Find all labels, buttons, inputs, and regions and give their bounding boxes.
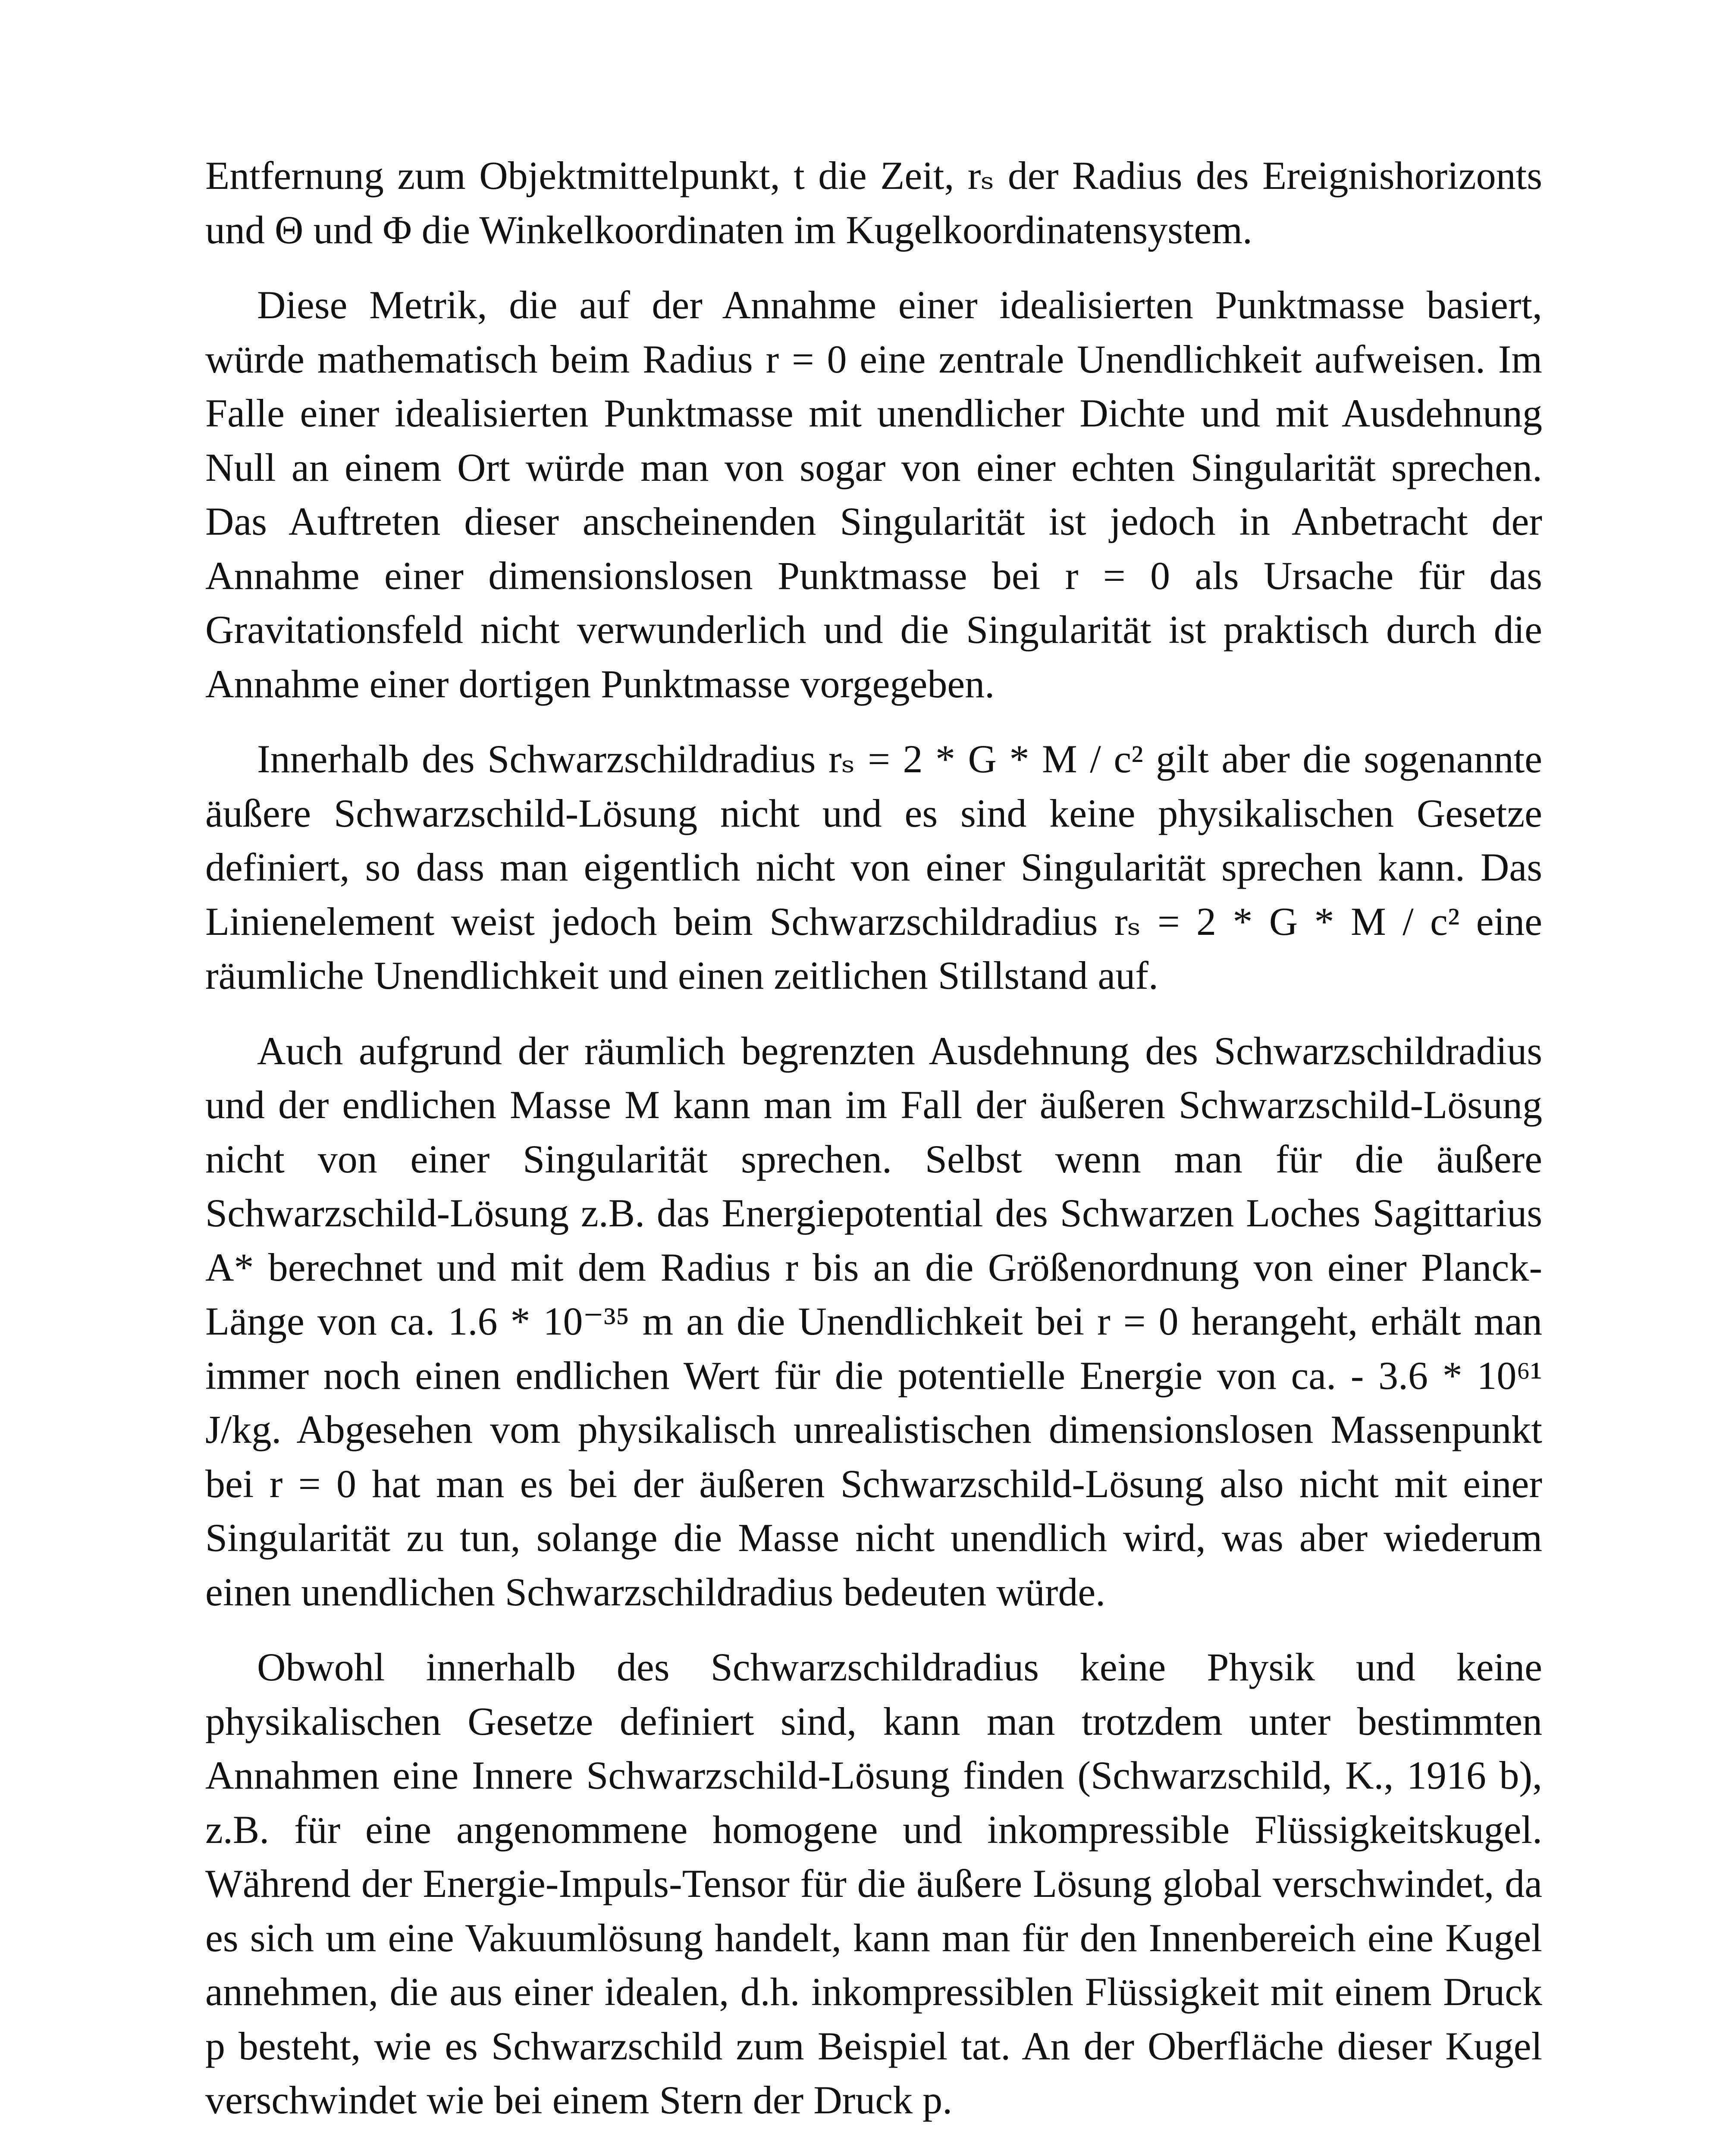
paragraph-4: Auch aufgrund der räumlich begrenzten Ausdehnung des Schwarzschildradius und der endlichen Masse M kann man im Fall der äußeren Schwarzschild-Lösung nicht von einer Singularität sprechen. Selbst wenn man für die äußere Schwarzschild-Lösung z.B. das Energiepotential des Schwarzen Loches Sagittarius A* berechnet und mit dem Radius r bis an die Größenordnung von einer Planck-Länge von ca. 1.6 * 10⁻³⁵ m an die Unendlichkeit bei r = 0 herangeht, erhält man immer noch einen endlichen Wert für die potentielle Energie von ca. - 3.6 * 10⁶¹ J/kg. Abgesehen vom physikalisch unrealistischen dimensionslosen Massenpunkt bei r = 0 hat man es bei der äußeren Schwarzschild-Lösung also nicht mit einer Singularität zu tun, solange die Masse nicht unendlich wird, was aber wiederum einen unendlichen Schwarzschildradius bedeuten würde. bbox=[205, 1028, 1542, 1614]
paragraph-2: Diese Metrik, die auf der Annahme einer idealisierten Punktmasse basiert, würde mathematisch beim Radius r = 0 eine zentrale Unendlichkeit aufweisen. Im Falle einer idealisierten Punktmasse mit unendlicher Dichte und mit Ausdehnung Null an einem Ort würde man von sogar von einer echten Singularität sprechen. Das Auftreten dieser anscheinenden Singularität ist jedoch in Anbetracht der Annahme einer dimensionslosen Punktmasse bei r = 0 als Ursache für das Gravitationsfeld nicht verwunderlich und die Singularität ist praktisch durch die Annahme einer dortigen Punktmasse vorgegeben. bbox=[205, 283, 1542, 706]
body-text bbox=[205, 149, 1542, 2149]
paragraph-3: Innerhalb des Schwarzschildradius rₛ = 2 * G * M / c² gilt aber die sogenannte äußere Schwarzschild-Lösung nicht und es sind keine physikalischen Gesetze definiert, so dass man eigentlich nicht von einer Singularität sprechen kann. Das Linienelement weist jedoch beim Schwarzschildradius rₛ = 2 * G * M / c² eine räumliche Unendlichkeit und einen zeitlichen Stillstand auf. bbox=[205, 737, 1542, 997]
paragraph-1: Entfernung zum Objektmittelpunkt, t die Zeit, rₛ der Radius des Ereignishorizonts und Θ und Φ die Winkelkoordinaten im Kugelkoordinatensystem. bbox=[205, 154, 1542, 252]
paragraph-5: Obwohl innerhalb des Schwarzschildradius keine Physik und keine physikalischen Gesetze definiert sind, kann man trotzdem unter bestimmten Annahmen eine Innere Schwarzschild-Lösung finden (Schwarzschild, K., 1916 b), z.B. für eine angenommene homogene und inkompressible Flüssigkeitskugel. Während der Energie-Impuls-Tensor für die äußere Lösung global verschwindet, da es sich um eine Vakuumlösung handelt, kann man für den Innenbereich eine Kugel annehmen, die aus einer idealen, d.h. inkompressiblen Flüssigkeit mit einem Druck p besteht, wie es Schwarzschild zum Beispiel tat. An der Oberfläche dieser Kugel verschwindet wie bei einem Stern der Druck p. bbox=[205, 1645, 1542, 2122]
